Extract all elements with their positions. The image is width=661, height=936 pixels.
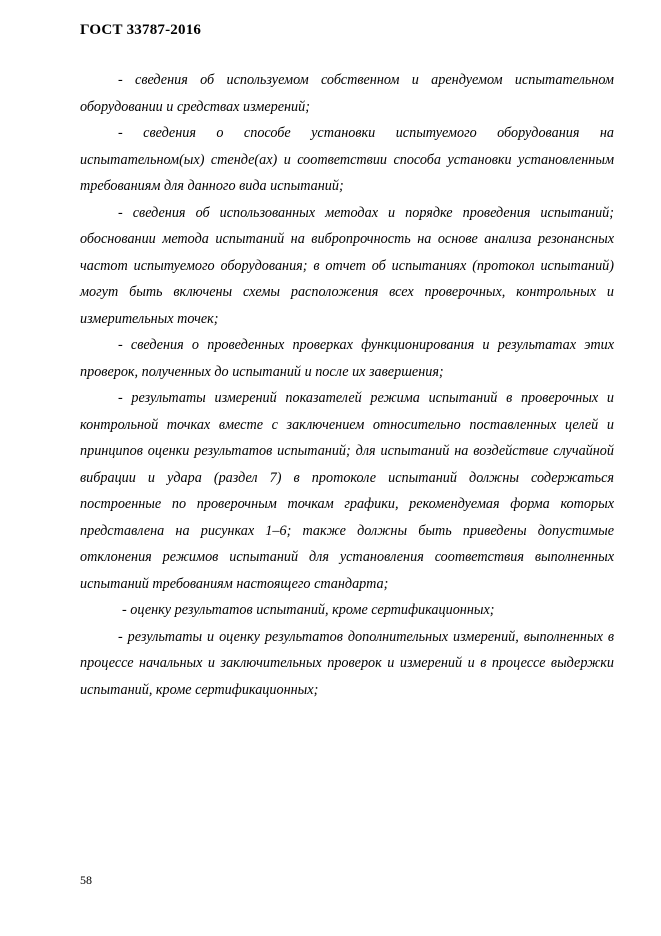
list-item-checks: - сведения о проведенных проверках функционирования и результатах этих проверок, полученных до испытаний и после их завершения; — [80, 337, 614, 380]
list-item-equipment: - сведения об используемом собственном и арендуемом испытательном оборудовании и средствах измерений; — [80, 72, 614, 115]
list-item-results: - результаты измерений показателей режима испытаний в проверочных и контрольной точках вместе с заключением относительно поставленных целей и принципов оценки результатов испытаний; для испытаний на воздействие случайной вибрации и удара (раздел 7) в протоколе испытаний должны содержаться построенные по проверочным точкам графики, рекомендуемая форма которых представлена на рисунках 1–6; также должны быть приведены допустимые отклонения режимов испытаний для установления соответствия выполненных испытаний требованиям настоящего стандарта; — [80, 390, 614, 592]
document-header: ГОСТ 33787-2016 — [80, 22, 202, 38]
list-item-evaluation: - оценку результатов испытаний, кроме сертификационных; — [122, 602, 495, 618]
page-number: 58 — [80, 873, 92, 887]
list-item-methods: - сведения об использованных методах и порядке проведения испытаний; обосновании метода испытаний на вибропрочность на основе анализа резонансных частот испытуемого оборудования; в отчет об испытаниях (протокол испытаний) могут быть включены схемы расположения всех проверочных, контрольных и измерительных точек; — [80, 204, 614, 327]
list-item-installation: - сведения о способе установки испытуемого оборудования на испытательном(ых) стенде(ах) и соответствии способа установки установленным требованиям для данного вида испытаний; — [80, 125, 614, 194]
document-body — [80, 67, 614, 703]
list-item-additional-measurements: - результаты и оценку результатов дополнительных измерений, выполненных в процессе начальных и заключительных проверок и измерений и в процессе выдержки испытаний, кроме сертификационных; — [80, 628, 614, 698]
